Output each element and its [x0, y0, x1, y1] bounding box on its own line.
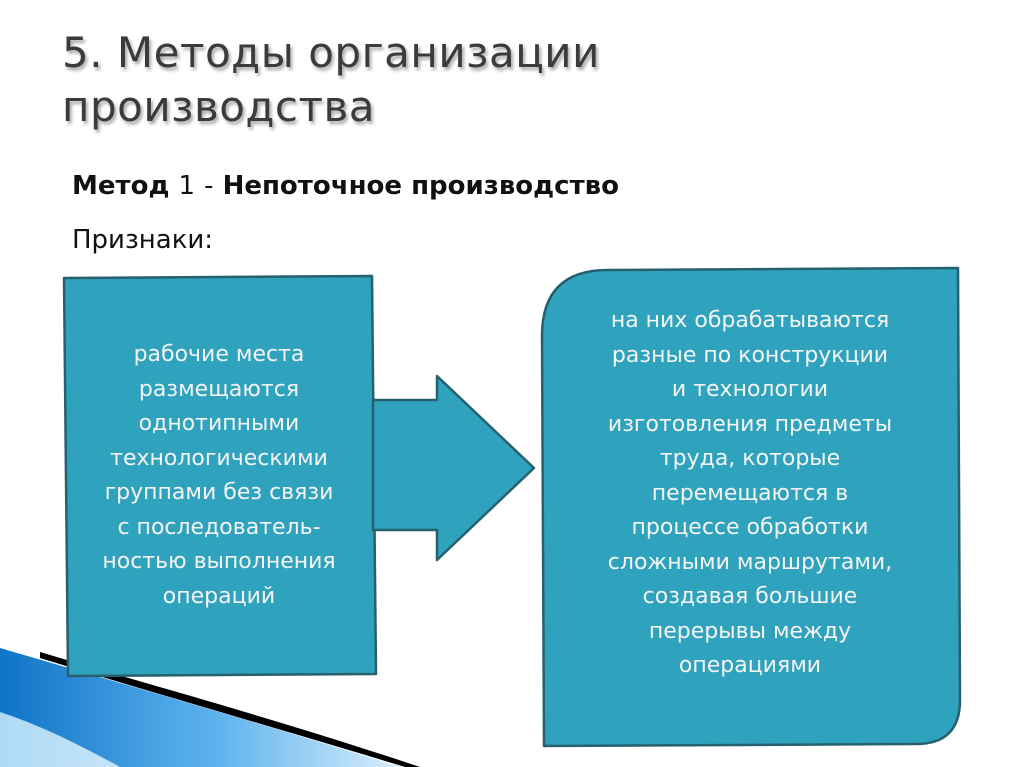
right-box-line: сложными маршрутами, [607, 549, 893, 575]
left-box-line: рабочие места [133, 342, 305, 367]
left-box-line: с последователь- [117, 514, 321, 540]
right-box-line: изготовления предметы [607, 411, 893, 437]
right-box-line: и технологии [671, 377, 829, 402]
method-name: Непоточное производство [222, 171, 619, 201]
right-box-line: перемещаются в [651, 480, 849, 506]
right-box-text [548, 304, 952, 684]
left-box-line: размещаются [138, 376, 300, 402]
method-dash: - [204, 171, 214, 201]
left-box-line: однотипными [138, 411, 300, 436]
left-box-line: операций [162, 583, 276, 609]
left-box-text [66, 338, 372, 614]
left-box-line: ностью выполнения [102, 549, 336, 574]
method-number: 1 [178, 171, 196, 201]
signs-label: Признаки: [72, 225, 214, 255]
right-box-line: труда, которые [659, 446, 841, 471]
right-box-line: операциями [678, 653, 822, 678]
title-line-2: производства [62, 82, 375, 131]
title-line-1: 5. Методы организации [62, 28, 600, 77]
left-box-line: технологическими [110, 445, 328, 471]
left-box-line: группами без связи [104, 480, 334, 505]
right-box-line: процессе обработки [631, 515, 869, 540]
method-prefix: Метод [72, 171, 170, 201]
right-box-line: разные по конструкции [611, 342, 889, 368]
right-box-line: создавая большие [642, 584, 858, 609]
arrow-shape [373, 376, 534, 560]
right-box-line: перерывы между [648, 618, 852, 644]
right-box-line: на них обрабатываются [610, 308, 890, 333]
